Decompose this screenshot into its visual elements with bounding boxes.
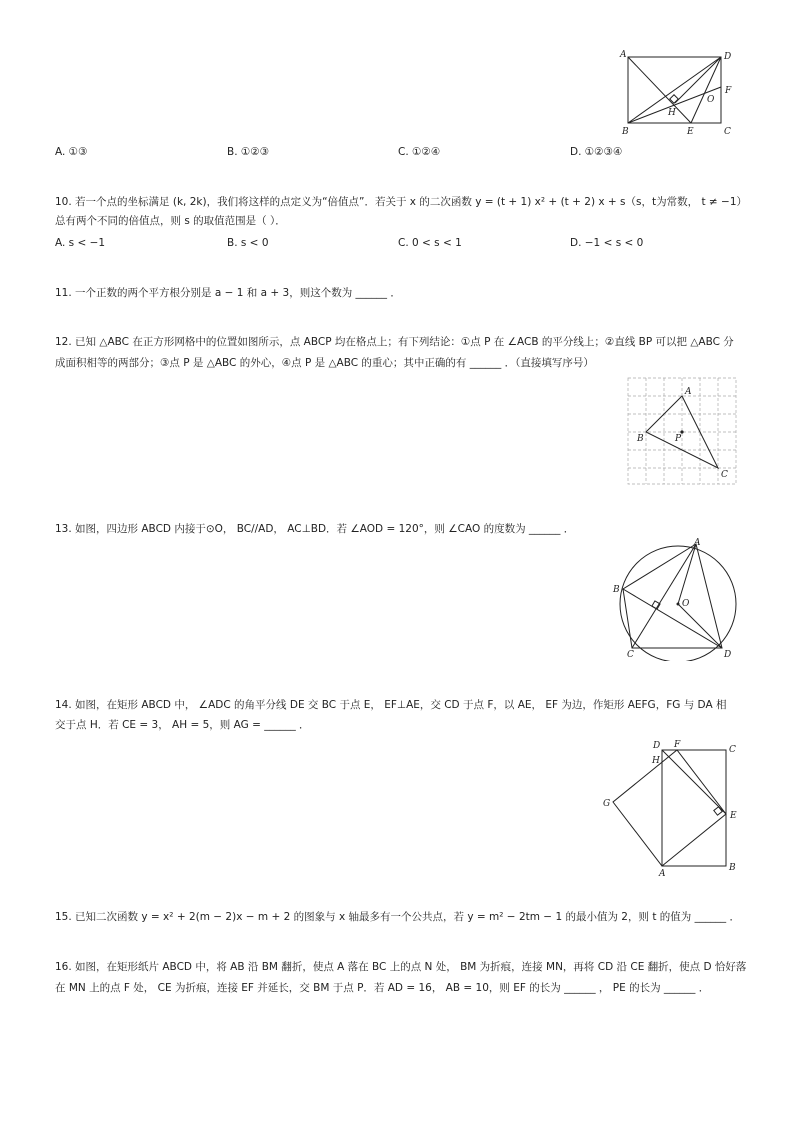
q9-option-c[interactable]: C. ①②④ (398, 146, 441, 158)
q13-circle-figure (606, 536, 746, 661)
q16-text-line2: 在 MN 上的点 F 处， CE 为折痕，连接 EF 并延长，交 BM 于点 P．若 AD = 16， AB = 10，则 EF 的长为 ______ ， PE 的长为 ______ ． (55, 982, 710, 994)
q9-label-F: F (725, 86, 732, 96)
q13-quadrilateral-ABCD (623, 544, 722, 648)
q14-rectangle-figure (598, 736, 743, 876)
q13-label-D: D (724, 650, 732, 660)
q9-label-O: O (707, 95, 715, 105)
q12-label-P: P (675, 434, 682, 444)
q14-rectangle-AEFG (613, 750, 726, 866)
q9-segment-AE (628, 57, 691, 123)
q13-label-O: O (682, 599, 690, 609)
q10-text-line2: 总有两个不同的倍值点，则 s 的取值范围是（ ）． (55, 215, 286, 227)
q9-label-D: D (724, 52, 732, 62)
q13-label-C: C (627, 650, 634, 660)
q9-label-A: A (620, 50, 627, 60)
q13-center-dot (677, 603, 680, 606)
q14-label-G: G (603, 799, 611, 809)
q10-text-line1: 10. 若一个点的坐标满足 (k, 2k)，我们将这样的点定义为“倍值点”．若关于 x 的二次函数 y = (t + 1) x² + (t + 2) x + s（s，t为常数， t ≠ −1） (55, 196, 748, 208)
q9-label-C: C (724, 127, 731, 137)
q10-option-d[interactable]: D. −1 < s < 0 (570, 237, 644, 249)
q9-label-E: E (687, 127, 694, 137)
q13-text-line1: 13. 如图，四边形 ABCD 内接于⊙O， BC//AD， AC⊥BD．若 ∠AOD = 120°，则 ∠CAO 的度数为 ______ ． (55, 523, 575, 535)
q9-option-a[interactable]: A. ①③ (55, 146, 88, 158)
q9-figure (615, 45, 740, 140)
q14-label-D: D (653, 741, 661, 751)
q10-option-a[interactable]: A. s < −1 (55, 237, 106, 249)
q12-label-A: A (685, 387, 692, 397)
q14-label-E: E (730, 811, 737, 821)
q9-label-B: B (622, 127, 629, 137)
q10-option-b[interactable]: B. s < 0 (227, 237, 269, 249)
q9-option-b[interactable]: B. ①②③ (227, 146, 270, 158)
q12-text-line2: 成面积相等的两部分；③点 P 是 △ABC 的外心，④点 P 是 △ABC 的重心；其中正确的有 ______ ．（直接填写序号） (55, 357, 594, 369)
q14-text-line2: 交于点 H．若 CE = 3， AH = 5，则 AG = ______ ． (55, 719, 310, 731)
q13-label-B: B (613, 585, 620, 595)
q15-text-line1: 15. 已知二次函数 y = x² + 2(m − 2)x − m + 2 的图象与 x 轴最多有一个公共点，若 y = m² − 2tm − 1 的最小值为 2，则 t 的值为 ______ ． (55, 911, 740, 923)
q13-diagonal-AC (632, 544, 696, 648)
q14-label-C: C (729, 745, 736, 755)
q14-label-B: B (729, 863, 736, 873)
q12-grid-figure (626, 376, 738, 486)
q14-label-A: A (659, 869, 666, 876)
q10-option-c[interactable]: C. 0 < s < 1 (398, 237, 462, 249)
q12-label-C: C (721, 470, 728, 480)
q12-label-B: B (637, 434, 644, 444)
q13-label-A: A (694, 538, 701, 548)
q14-bisector-DE (662, 750, 726, 814)
q11-text-line1: 11. 一个正数的两个平方根分别是 a − 1 和 a + 3，则这个数为 ______ ． (55, 287, 401, 299)
q16-text-line1: 16. 如图，在矩形纸片 ABCD 中，将 AB 沿 BM 翻折，使点 A 落在 BC 上的点 N 处， BM 为折痕，连接 MN，再将 CD 沿 CE 翻折，使点 D 恰好落 (55, 961, 747, 973)
q14-text-line1: 14. 如图，在矩形 ABCD 中， ∠ADC 的角平分线 DE 交 BC 于点 E， EF⊥AE，交 CD 于点 F，以 AE， EF 为边，作矩形 AEFG，FG 与 DA 相 (55, 699, 727, 711)
q14-label-F: F (674, 740, 681, 750)
q14-label-H: H (652, 756, 660, 766)
q9-segment-DE (691, 57, 721, 123)
q12-text-line1: 12. 已知 △ABC 在正方形网格中的位置如图所示，点 ABCP 均在格点上；有下列结论：①点 P 在 ∠ACB 的平分线上；②直线 BP 可以把 △ABC 分 (55, 336, 734, 348)
q9-label-H: H (668, 108, 676, 118)
q9-option-d[interactable]: D. ①②③④ (570, 146, 623, 158)
